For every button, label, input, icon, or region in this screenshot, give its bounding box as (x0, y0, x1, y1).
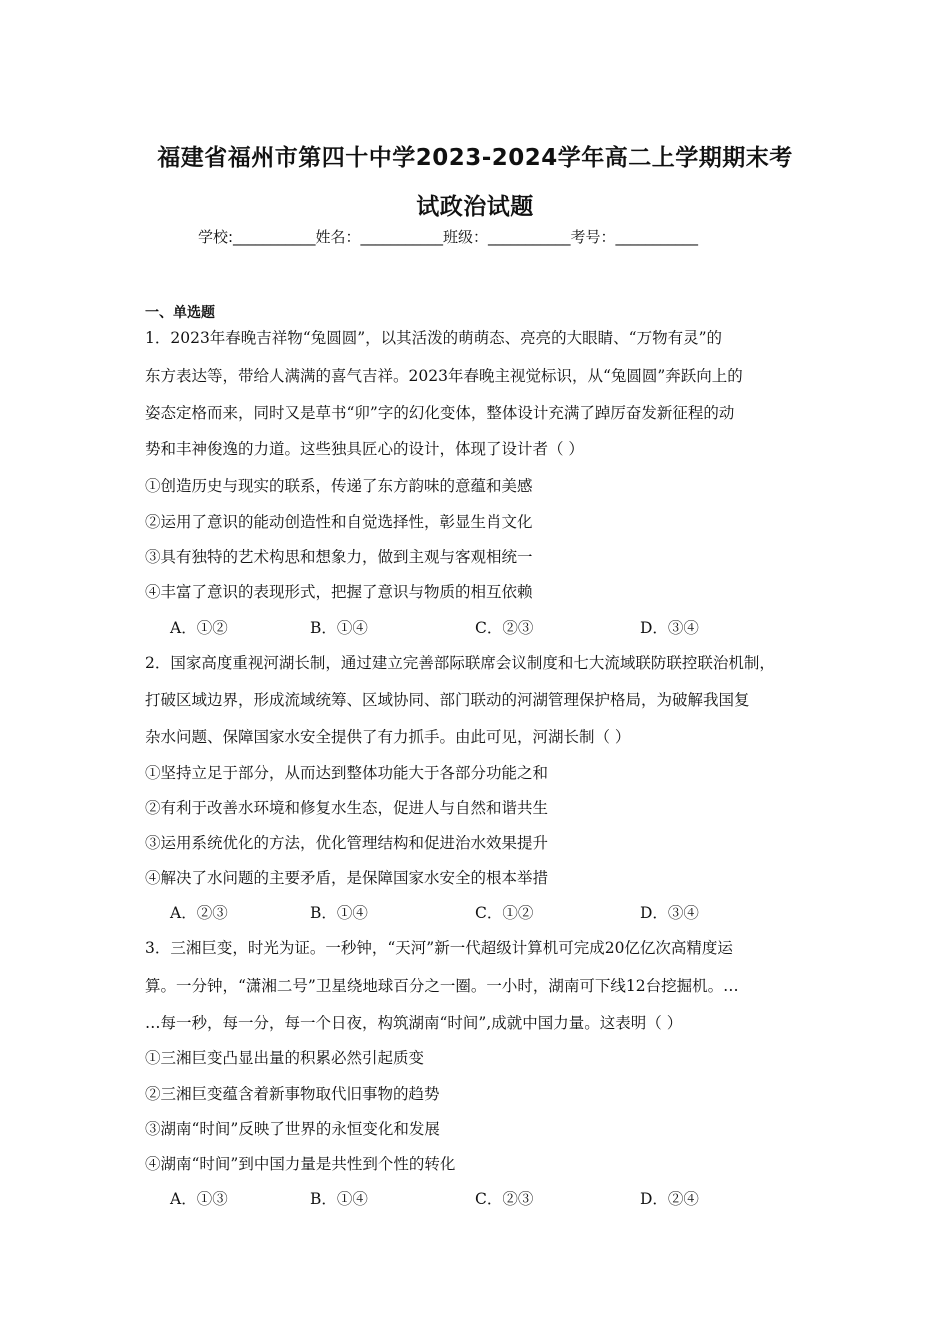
question-item: ①三湘巨变凸显出量的积累必然引起质变 (145, 1049, 425, 1067)
question-stem-line: 算。一分钟，“潇湘二号”卫星绕地球百分之一圈。一小时，湖南可下线12台挖掘机。… (145, 977, 739, 995)
question-stem-line: 打破区域边界，形成流域统筹、区域协同、部门联动的河湖管理保护格局，为破解我国复 (145, 691, 750, 709)
question-stem-line: 杂水问题、保障国家水安全提供了有力抓手。由此可见，河湖长制（ ） (145, 728, 631, 746)
question-stem-line: 姿态定格而来，同时又是草书“卯”字的幻化变体，整体设计充满了踔厉奋发新征程的动 (145, 404, 735, 422)
option-b: B．①④ (310, 619, 368, 637)
option-c: C．②③ (475, 619, 534, 637)
question-item: ②有利于改善水环境和修复水生态，促进人与自然和谐共生 (145, 799, 549, 817)
option-b: B．①④ (310, 904, 368, 922)
question-stem-line: 东方表达等，带给人满满的喜气吉祥。2023年春晚主视觉标识，从“兔圆圆”奔跃向上的 (145, 367, 743, 385)
option-a: A．①③ (170, 1190, 228, 1208)
option-c: C．①② (475, 904, 534, 922)
exam-title-line-2: 试政治试题 (416, 194, 534, 220)
question-item: ④湖南“时间”到中国力量是共性到个性的转化 (145, 1155, 456, 1173)
question-stem-line: 2．国家高度重视河湖长制，通过建立完善部际联席会议制度和七大流域联防联控联治机制， (145, 654, 775, 672)
question-item: ①坚持立足于部分，从而达到整体功能大于各部分功能之和 (145, 764, 549, 782)
option-d: D．②④ (640, 1190, 699, 1208)
question-stem-line: 1．2023年春晚吉祥物“兔圆圆”，以其活泼的萌萌态、亮亮的大眼睛、“万物有灵”的 (145, 329, 723, 347)
question-stem-line: 3．三湘巨变，时光为证。一秒钟，“天河”新一代超级计算机可完成20亿亿次高精度运 (145, 939, 733, 957)
question-item: ③湖南“时间”反映了世界的永恒变化和发展 (145, 1120, 440, 1138)
student-info-line: 学校:___________姓名：___________班级：___________考号：___________ (198, 228, 699, 246)
question-item: ②三湘巨变蕴含着新事物取代旧事物的趋势 (145, 1085, 440, 1103)
question-stem-line: …每一秒，每一分，每一个日夜，构筑湖南“时间”,成就中国力量。这表明（ ） (145, 1014, 683, 1032)
question-item: ④丰富了意识的表现形式，把握了意识与物质的相互依赖 (145, 583, 533, 601)
question-stem-line: 势和丰神俊逸的力道。这些独具匠心的设计，体现了设计者（ ） (145, 440, 584, 458)
option-d: D．③④ (640, 619, 699, 637)
option-d: D．③④ (640, 904, 699, 922)
question-item: ①创造历史与现实的联系，传递了东方韵味的意蕴和美感 (145, 477, 533, 495)
exam-title-line-1: 福建省福州市第四十中学2023-2024学年高二上学期期末考 (157, 145, 793, 171)
option-b: B．①④ (310, 1190, 368, 1208)
section-title: 一、单选题 (145, 305, 215, 321)
question-item: ②运用了意识的能动创造性和自觉选择性，彰显生肖文化 (145, 513, 533, 531)
option-c: C．②③ (475, 1190, 534, 1208)
question-item: ④解决了水问题的主要矛盾，是保障国家水安全的根本举措 (145, 869, 549, 887)
question-item: ③运用系统优化的方法，优化管理结构和促进治水效果提升 (145, 834, 549, 852)
question-item: ③具有独特的艺术构思和想象力，做到主观与客观相统一 (145, 548, 533, 566)
option-a: A．①② (170, 619, 228, 637)
option-a: A．②③ (170, 904, 228, 922)
